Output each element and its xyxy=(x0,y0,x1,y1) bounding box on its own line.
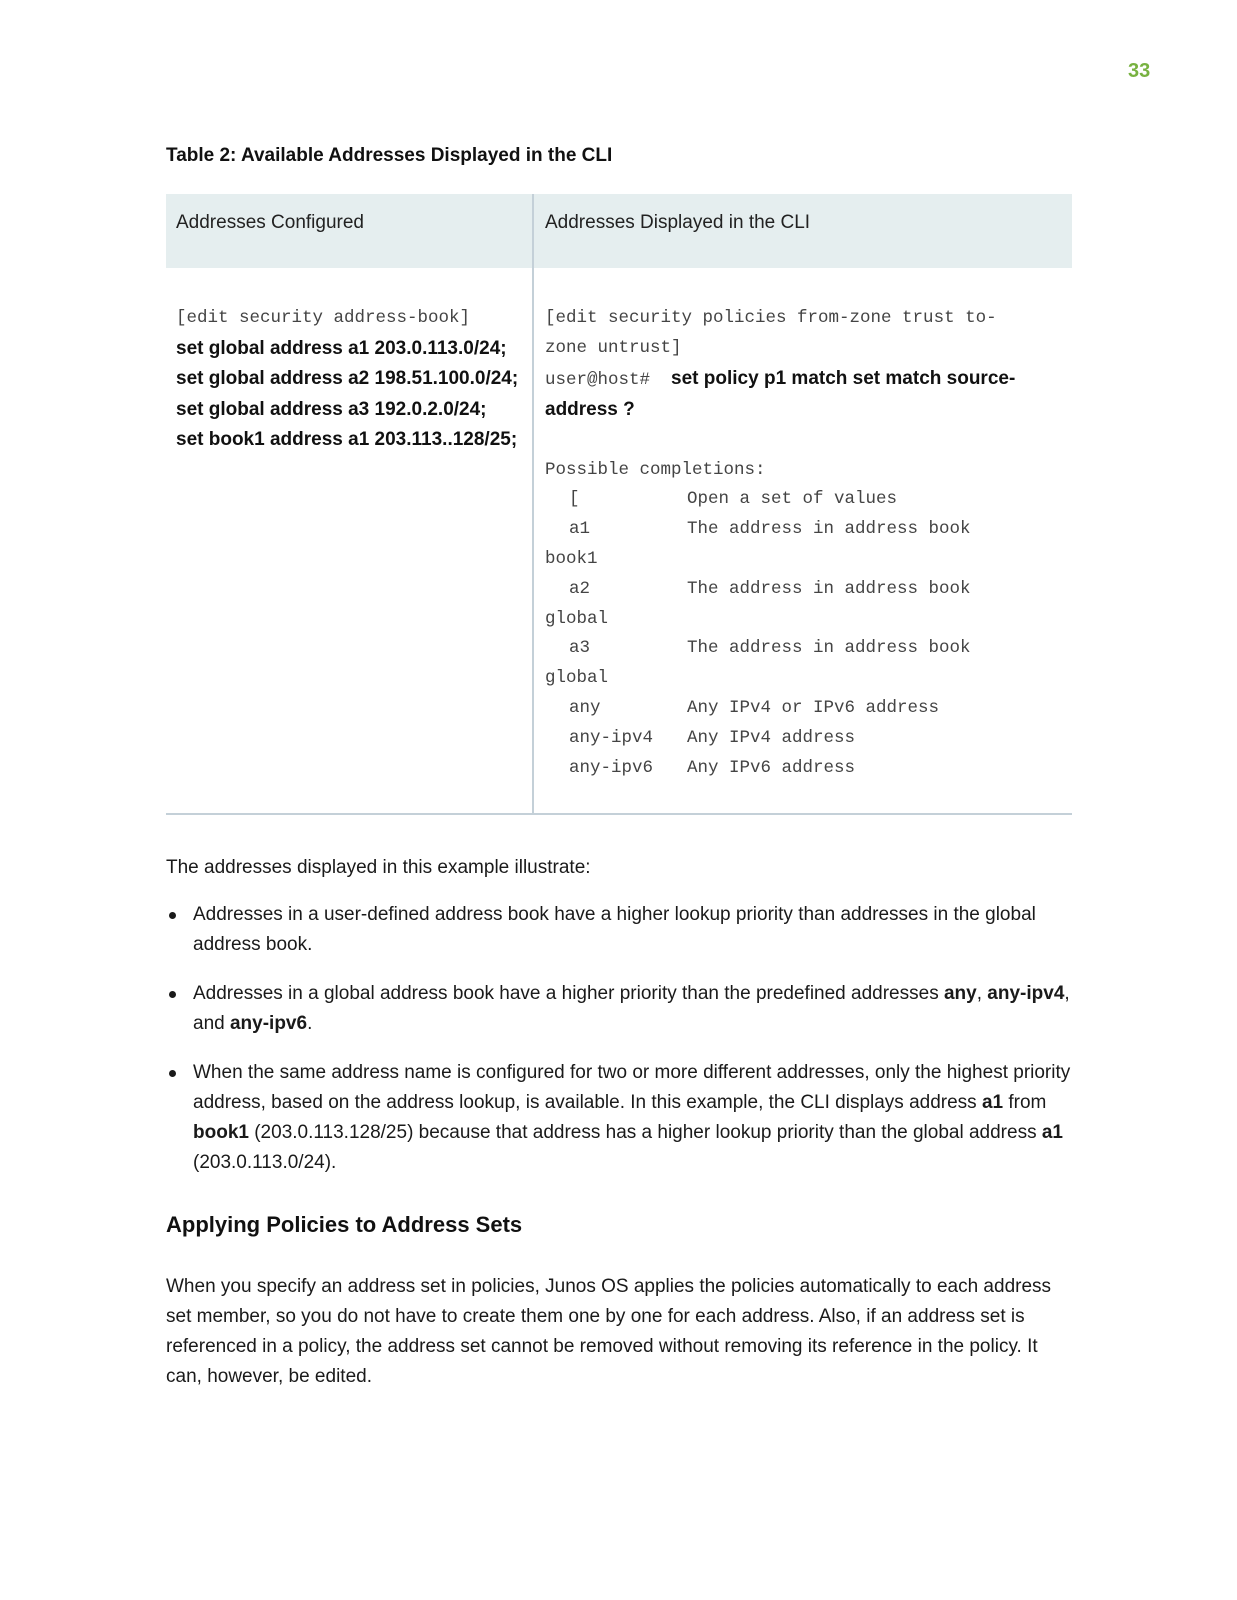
policy-context-line: [edit security policies from-zone trust to- xyxy=(545,308,997,328)
keyword-any: any xyxy=(943,983,977,1004)
completion-row xyxy=(545,694,1072,724)
completion-row xyxy=(545,485,1072,515)
completion-wrap: global xyxy=(545,668,609,689)
table-header-row xyxy=(166,194,1072,268)
header-addresses-configured: Addresses Configured xyxy=(166,194,534,268)
table-caption: Table 2: Available Addresses Displayed in the CLI xyxy=(166,145,613,166)
keyword-any-ipv6: any-ipv6 xyxy=(229,1013,308,1034)
page-number: 33 xyxy=(1128,60,1151,82)
bullet-text: (203.0.113.128/25) because that address has a higher lookup priority than the global address xyxy=(248,1122,1042,1143)
header-addresses-displayed: Addresses Displayed in the CLI xyxy=(545,212,811,233)
bullet-list xyxy=(166,900,1072,1197)
completions-list xyxy=(545,485,1072,783)
cli-command: set policy p1 match set match source- xyxy=(671,367,1016,389)
bullet-text: , and xyxy=(193,983,1070,1034)
bullet-text: Addresses in a user-defined address book have a higher lookup priority than addresses in the global address book. xyxy=(193,904,1036,955)
completion-row xyxy=(545,575,1072,605)
keyword-a1: a1 xyxy=(981,1092,1004,1113)
completion-key: a2 xyxy=(569,578,591,599)
completion-key: a1 xyxy=(569,519,591,540)
configured-cell xyxy=(166,268,534,813)
config-command: set global address a3 192.0.2.0/24; xyxy=(176,398,487,420)
bullet-dot xyxy=(169,1070,176,1077)
keyword-any-ipv4: any-ipv4 xyxy=(987,983,1065,1004)
completion-desc: Any IPv4 address xyxy=(687,727,856,748)
bullet-item xyxy=(166,900,1072,960)
body-paragraph: When you specify an address set in policies, Junos OS applies the policies automatically to each address set member, so you do not have to create them one by one for each address. Also, if an address set is referenced in a policy, the address set cannot be removed without removing its reference in the policy. It can, however, be edited. xyxy=(166,1276,1052,1387)
completion-key: any xyxy=(569,698,601,719)
completion-desc: Open a set of values xyxy=(687,489,898,510)
config-command: set global address a1 203.0.113.0/24; xyxy=(176,337,507,359)
intro-text: The addresses displayed in this example illustrate: xyxy=(166,857,591,878)
cli-table xyxy=(166,194,1072,815)
bullet-text: (203.0.113.0/24). xyxy=(193,1152,337,1173)
completion-row xyxy=(545,724,1072,754)
completion-wrap: global xyxy=(545,608,609,629)
bullet-text: from xyxy=(1003,1092,1047,1113)
bullet-dot xyxy=(169,912,176,919)
completion-desc: The address in address book xyxy=(687,519,971,540)
config-command: set global address a2 198.51.100.0/24; xyxy=(176,368,519,390)
completion-desc: The address in address book xyxy=(687,578,971,599)
completion-key: [ xyxy=(569,489,580,510)
policy-context-line: zone untrust] xyxy=(545,337,682,358)
config-command: set book1 address a1 203.113..128/25; xyxy=(176,429,518,451)
config-context: [edit security address-book] xyxy=(176,308,471,328)
completion-row xyxy=(545,515,1072,545)
bullet-item xyxy=(166,1058,1072,1178)
keyword-a1: a1 xyxy=(1041,1122,1063,1143)
keyword-book1: book1 xyxy=(193,1122,249,1143)
displayed-cell xyxy=(534,268,1072,813)
cli-command-cont: address ? xyxy=(545,399,635,421)
completion-desc: Any IPv6 address xyxy=(687,757,856,778)
completion-row xyxy=(545,754,1072,784)
bullet-text: . xyxy=(307,1013,313,1034)
completions-title: Possible completions: xyxy=(545,459,766,480)
cli-command-line xyxy=(545,364,1072,396)
completion-wrap: book1 xyxy=(545,549,598,570)
completion-desc: Any IPv4 or IPv6 address xyxy=(687,698,940,719)
completion-row xyxy=(545,634,1072,664)
table-body-row xyxy=(166,268,1072,815)
bullet-text: , xyxy=(976,983,988,1004)
completion-key: a3 xyxy=(569,638,591,659)
bullet-dot xyxy=(169,991,176,998)
bullet-text: Addresses in a global address book have a higher priority than the predefined addresses xyxy=(193,983,944,1004)
cli-prompt: user@host# xyxy=(545,369,651,390)
bullet-text: When the same address name is configured for two or more different addresses, only the highest priority address, based on the address lookup, is available. In this example, the CLI displays address xyxy=(193,1062,1071,1113)
bullet-item xyxy=(166,979,1072,1039)
section-heading: Applying Policies to Address Sets xyxy=(166,1212,523,1237)
completion-key: any-ipv4 xyxy=(569,727,654,748)
completion-key: any-ipv6 xyxy=(569,757,654,778)
completion-desc: The address in address book xyxy=(687,638,971,659)
